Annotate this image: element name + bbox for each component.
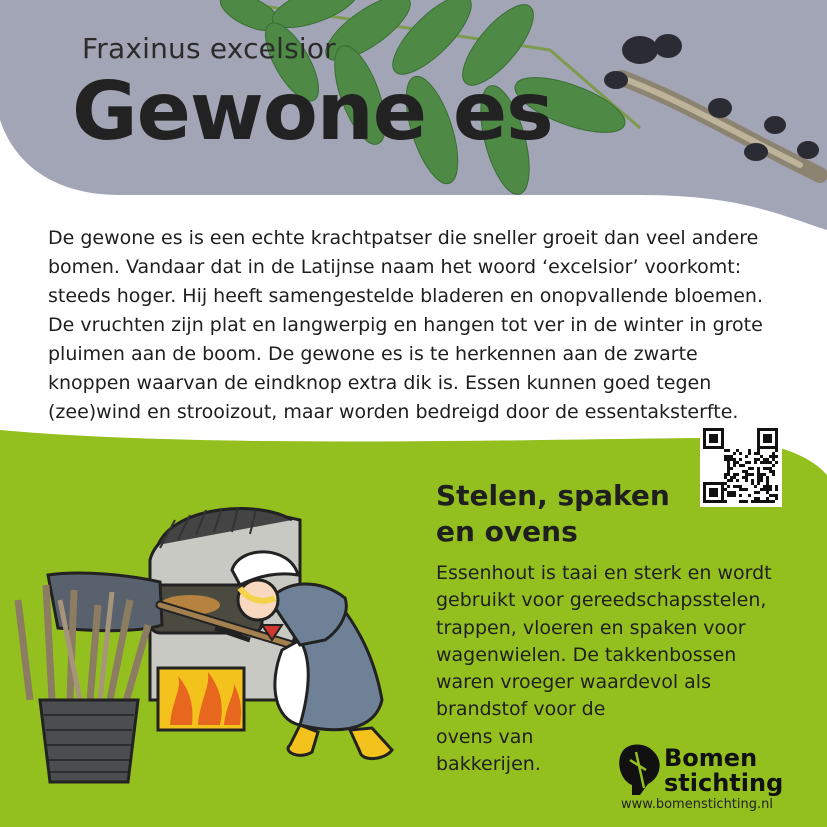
scientific-name: Fraxinus excelsior [82,32,336,65]
logo-line: Bomen [664,744,758,772]
section-body-line: ovens van [436,725,534,748]
section-heading-line: en ovens [436,515,578,548]
section-heading-line: Stelen, spaken [436,479,670,512]
intro-line: steeds hoger. Hij heeft samengestelde bladeren en onopvallende bloemen. [48,285,763,307]
section-body-line: waren vroeger waardevol als [436,671,711,694]
section-body-line: Essenhout is taai en sterk en wordt [436,562,772,584]
intro-line: (zee)wind en strooizout, maar worden bedreigd door de essentaksterfte. [48,401,739,423]
section-body-line: wagenwielen. De takkenbossen [436,643,737,666]
intro-line: De vruchten zijn plat en langwerpig en hangen tot ver in de winter in grote [48,314,763,336]
page-title: Gewone es [72,65,553,158]
intro-line: pluimen aan de boom. De gewone es is te herkennen aan de zwarte [48,343,698,365]
section-body-line: brandstof voor de [436,698,606,721]
logo-wordmark [664,746,783,796]
intro-line: bomen. Vandaar dat in de Latijnse naam het woord ‘excelsior’ voorkomt: [48,256,742,278]
section-body-line: bakkerijen. [436,753,541,776]
intro-line: knoppen waarvan de eindknop extra dik is. Essen kunnen goed tegen [48,372,712,394]
website-url: www.bomenstichting.nl [621,797,773,812]
logo-line: stichting [664,769,784,797]
section-body-line: gebruikt voor gereedschapsstelen, [436,589,767,612]
section-body-line: trappen, vloeren en spaken voor [436,616,746,639]
intro-line: De gewone es is een echte krachtpatser die sneller groeit dan veel andere [48,227,759,249]
